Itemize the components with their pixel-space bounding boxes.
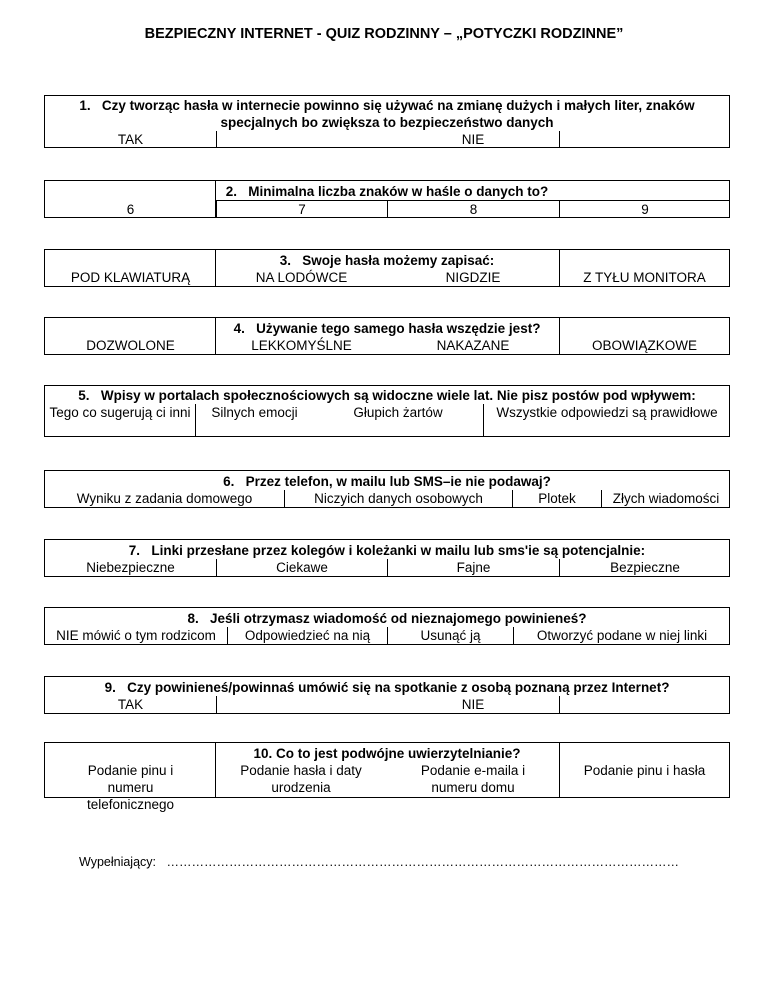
answer-7d: Bezpieczne: [559, 559, 730, 576]
question-7-text: 7. Linki przesłane przez kolegów i koleżanki w mailu lub sms'ie są potencjalnie:: [128, 543, 646, 558]
answer-5c: Głupich żartów: [353, 405, 443, 420]
answer-9d: [559, 696, 730, 713]
question-1: [44, 95, 730, 148]
answer-6a: Wyniku z zadania domowego: [76, 491, 253, 506]
answer-4b: LEKKOMYŚLNE: [251, 338, 352, 353]
answer-2d: 9: [559, 201, 730, 217]
answer-10c: Podanie e-maila i numeru domu: [420, 763, 526, 795]
answer-8a: NIE mówić o tym rodzicom: [56, 628, 216, 643]
answer-2a: 6: [126, 202, 135, 217]
answer-2c: 8: [387, 201, 559, 217]
question-8: [44, 607, 730, 645]
question-10-text: 10. Co to jest podwójne uwierzytelnianie?: [253, 746, 521, 761]
question-7: [44, 539, 730, 577]
page-title: BEZPIECZNY INTERNET - QUIZ RODZINNY – „POTYCZKI RODZINNE”: [144, 26, 624, 42]
answer-10a: Podanie pinu i numeru telefonicznego: [86, 763, 175, 812]
answer-10d: Podanie pinu i hasła: [583, 763, 706, 778]
question-1-text: 1. Czy tworząc hasła w internecie powinno się używać na zmianę dużych i małych liter, znaków specjalnych bo zwiększa to bezpieczeństwo danych: [79, 98, 695, 130]
question-9: [44, 676, 730, 714]
answer-9a: TAK: [117, 697, 144, 712]
answer-7b: Ciekawe: [216, 559, 387, 576]
question-6-text: 6. Przez telefon, w mailu lub SMS–ie nie podawaj?: [223, 474, 551, 489]
answer-5d: Wszystkie odpowiedzi są prawidłowe: [483, 404, 730, 436]
answer-10b: Podanie hasła i daty urodzenia: [240, 763, 362, 795]
question-10: [44, 742, 730, 812]
question-8-text: 8. Jeśli otrzymasz wiadomość od nieznajomego powinieneś?: [187, 611, 587, 626]
answer-1b: [216, 131, 387, 147]
answer-8d: Otworzyć podane w niej linki: [513, 627, 730, 644]
question-4: [44, 317, 730, 355]
answer-3c: NIGDZIE: [445, 270, 501, 285]
filler-dots[interactable]: ……………………………………………………………………………………………………………: [166, 855, 679, 869]
answer-3d: Z TYŁU MONITORA: [583, 270, 706, 285]
answer-7a: Niebezpieczne: [86, 560, 175, 575]
answer-1a: TAK: [117, 132, 144, 147]
question-5-text: 5. Wpisy w portalach społecznościowych są widoczne wiele lat. Nie pisz postów pod wpływem:: [78, 388, 696, 403]
question-2-text: 2. Minimalna liczba znaków w haśle o danych to?: [225, 184, 549, 199]
answer-9c: NIE: [461, 697, 485, 712]
answer-4a: DOZWOLONE: [86, 338, 175, 353]
answer-8c: Usunąć ją: [387, 627, 513, 644]
question-6: [44, 470, 730, 508]
answer-3a: POD KLAWIATURĄ: [70, 270, 191, 285]
answer-6b: Niczyich danych osobowych: [284, 490, 512, 507]
answer-6d: Złych wiadomości: [601, 490, 730, 507]
answer-7c: Fajne: [387, 559, 559, 576]
question-4-text: 4. Używanie tego samego hasła wszędzie jest?: [233, 321, 541, 336]
answer-1d: [559, 131, 730, 147]
filler-label: Wypełniający:: [79, 855, 157, 869]
answer-5a: Tego co sugerują ci inni: [49, 405, 191, 420]
answer-4c: NAKAZANE: [436, 338, 510, 353]
question-2: [44, 180, 730, 218]
answer-6c: Plotek: [512, 490, 601, 507]
answer-4d: OBOWIĄZKOWE: [591, 338, 697, 353]
answer-3b: NA LODÓWCE: [255, 270, 348, 285]
answer-1c: NIE: [461, 132, 485, 147]
question-3: [44, 249, 730, 287]
question-5: [44, 385, 730, 437]
answer-5b: Silnych emocji: [195, 404, 313, 436]
question-9-text: 9. Czy powinieneś/powinnaś umówić się na spotkanie z osobą poznaną przez Internet?: [104, 680, 670, 695]
answer-9b: [216, 696, 387, 713]
question-3-text: 3. Swoje hasła możemy zapisać:: [279, 253, 495, 268]
filler-line: [79, 855, 679, 869]
answer-8b: Odpowiedzieć na nią: [227, 627, 387, 644]
answer-2b: 7: [216, 201, 387, 217]
